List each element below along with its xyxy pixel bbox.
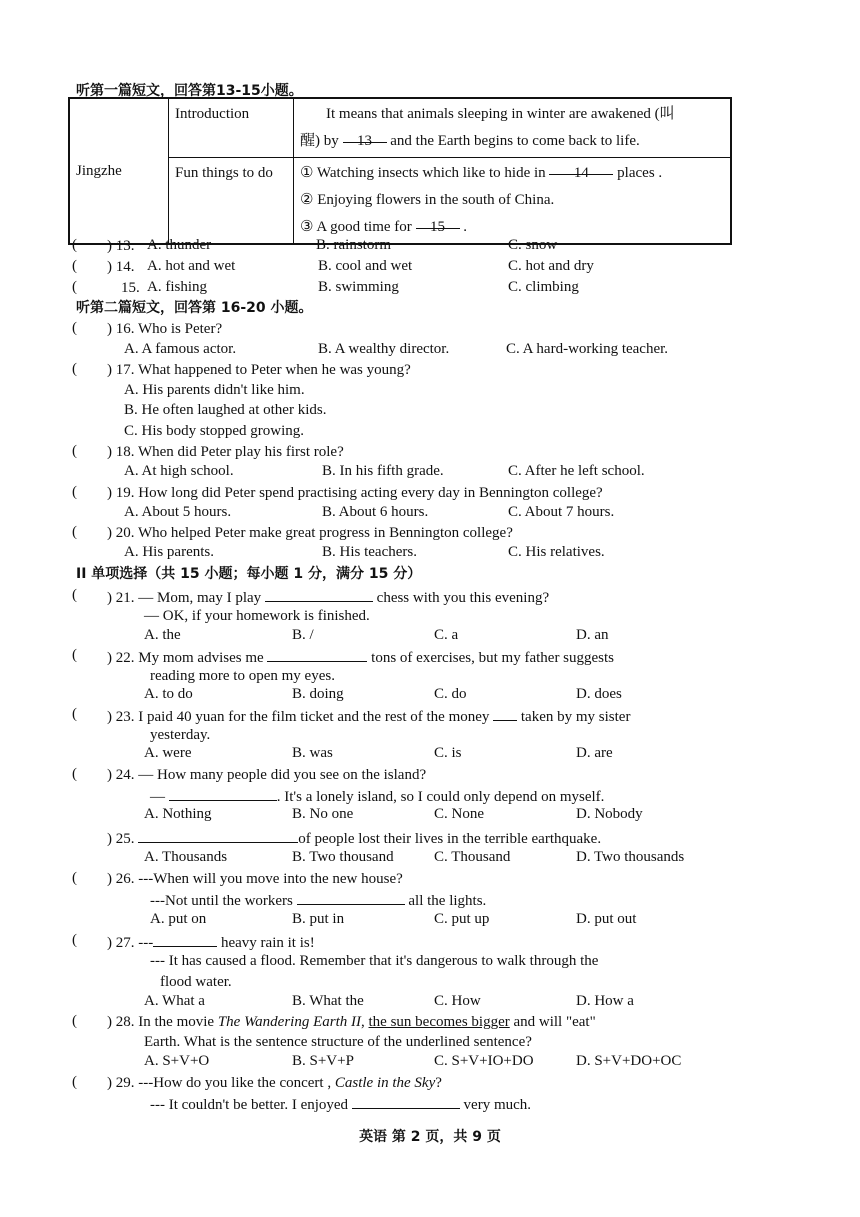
q16-stem: ) 16. Who is Peter? (107, 321, 223, 337)
q29-qmark: ? (435, 1075, 442, 1091)
answer-paren: ( (72, 1013, 77, 1029)
q21-option-b: B. / (292, 627, 314, 643)
q16-option-a: A. A famous actor. (124, 341, 237, 357)
answer-paren: ( (72, 647, 77, 663)
q27-line3: flood water. (160, 974, 232, 990)
q25-line1 (107, 828, 601, 849)
q22-stem: ) 22. My mom advises me (107, 650, 264, 666)
q26-stem: ) 26. ---When will you move into the new house? (107, 871, 403, 887)
q17-stem: ) 17. What happened to Peter when he was young? (107, 362, 411, 378)
table-row2-label: Fun things to do (169, 158, 294, 245)
q27-option-c: C. How (434, 993, 481, 1009)
q21-option-a: A. the (144, 627, 181, 643)
q13-num: ) 13. (107, 238, 135, 254)
q13-option-a: A. thunder (147, 237, 212, 253)
section2-heading: 听第二篇短文，回答第 16-20 小题。 (76, 300, 313, 316)
q23-stem: ) 23. I paid 40 yuan for the film ticket and the rest of the money (107, 709, 490, 725)
q28-stem: ) 28. In the movie (107, 1014, 215, 1030)
q19-option-c: C. About 7 hours. (508, 504, 615, 520)
answer-paren: ( (72, 320, 77, 336)
q14-option-c: C. hot and dry (508, 258, 594, 274)
q24-option-c: C. None (434, 806, 484, 822)
q17-option-b: B. He often laughed at other kids. (124, 402, 327, 418)
q15-option-a: A. fishing (147, 279, 207, 295)
q19-option-b: B. About 6 hours. (322, 504, 429, 520)
q26-option-a: A. put on (150, 911, 207, 927)
q27-post: heavy rain it is! (220, 935, 315, 951)
q27-line1 (107, 932, 315, 953)
q24-option-a: A. Nothing (144, 806, 212, 822)
item1-pre: ① Watching insects which like to hide in (300, 165, 546, 181)
q28-option-d: D. S+V+DO+OC (576, 1053, 682, 1069)
q21-option-c: C. a (434, 627, 459, 643)
q13-option-b: B. rainstorm (316, 237, 391, 253)
q20-option-c: C. His relatives. (508, 544, 605, 560)
answer-paren: ( (72, 932, 77, 948)
q24-option-b: B. No one (292, 806, 354, 822)
q24-stem: ) 24. — How many people did you see on the island? (107, 767, 427, 783)
q21-blank (265, 587, 373, 602)
q23-option-c: C. is (434, 745, 462, 761)
q21-option-d: D. an (576, 627, 609, 643)
q23-blank (493, 706, 517, 721)
item3-pre: ③ A good time for (300, 219, 412, 235)
q22-option-d: D. does (576, 686, 622, 702)
answer-paren: ( (72, 524, 77, 540)
blank-14: 14 (549, 160, 613, 175)
q29-post: very much. (463, 1097, 532, 1113)
q18-option-b: B. In his fifth grade. (322, 463, 444, 479)
q27-option-b: B. What the (292, 993, 364, 1009)
answer-paren: ( (72, 1074, 77, 1090)
answer-paren: ( (72, 237, 77, 253)
q27-blank (153, 932, 217, 947)
section1-heading: 听第一篇短文，回答第13-15小题。 (76, 83, 303, 99)
table-row1-text (294, 98, 732, 158)
q15-option-b: B. swimming (318, 279, 399, 295)
q22-option-a: A. to do (144, 686, 193, 702)
item1 (300, 160, 724, 187)
q26-pre: ---Not until the workers (150, 893, 293, 909)
q24-option-d: D. Nobody (576, 806, 643, 822)
q24-line2 (150, 786, 604, 807)
q29-line1 (107, 1074, 442, 1093)
q29-concert-title: Castle in the Sky (334, 1075, 436, 1091)
q17-option-a: A. His parents didn't like him. (124, 382, 305, 398)
q25-post: of people lost their lives in the terrible earthquake. (298, 831, 602, 847)
row1-post: and the Earth begins to come back to life. (390, 133, 640, 149)
q22-line2: reading more to open my eyes. (150, 668, 335, 684)
q21-line2: — OK, if your homework is finished. (144, 608, 370, 624)
jingzhe-table (68, 97, 732, 245)
q20-stem: ) 20. Who helped Peter make great progress in Bennington college? (107, 525, 513, 541)
q27-line2: --- It has caused a flood. Remember that it's dangerous to walk through the (150, 953, 599, 969)
row1-line-b (300, 128, 724, 155)
q29-line2 (150, 1094, 531, 1115)
answer-paren: ( (72, 279, 77, 295)
q22-option-c: C. do (434, 686, 467, 702)
table-row2-items (294, 158, 732, 245)
q29-stem: ) 29. ---How do you like the concert , (107, 1075, 332, 1091)
q23-line1 (107, 706, 630, 727)
q25-option-a: A. Thousands (144, 849, 228, 865)
q16-option-b: B. A wealthy director. (318, 341, 450, 357)
q27-option-a: A. What a (144, 993, 205, 1009)
q29-pre: --- It couldn't be better. I enjoyed (150, 1097, 349, 1113)
q22-blank (267, 647, 367, 662)
q26-blank (297, 890, 405, 905)
q19-option-a: A. About 5 hours. (124, 504, 232, 520)
q21-post: chess with you this evening? (376, 590, 550, 606)
q22-post: tons of exercises, but my father suggests (371, 650, 615, 666)
answer-paren: ( (72, 484, 77, 500)
answer-paren: ( (72, 587, 77, 603)
item3-post: . (463, 219, 468, 235)
q28-option-a: A. S+V+O (144, 1053, 210, 1069)
q28-line1 (107, 1013, 596, 1032)
q23-line2: yesterday. (150, 727, 211, 743)
q25-option-c: C. Thousand (434, 849, 511, 865)
q23-post: taken by my sister (520, 709, 631, 725)
q20-option-a: A. His parents. (124, 544, 214, 560)
q20-option-b: B. His teachers. (322, 544, 417, 560)
q21-stem: ) 21. — Mom, may I play (107, 590, 262, 606)
q24-post: . It's a lonely island, so I could only depend on myself. (276, 789, 605, 805)
q28-comma: , (361, 1014, 365, 1030)
q24-dash: — (150, 789, 165, 805)
blank-15: 15 (416, 214, 460, 229)
answer-paren: ( (72, 258, 77, 274)
q28-line2: Earth. What is the sentence structure of the underlined sentence? (144, 1034, 532, 1050)
q14-option-b: B. cool and wet (318, 258, 413, 274)
q13-option-c: C. snow (508, 237, 558, 253)
q15-option-c: C. climbing (508, 279, 579, 295)
q22-line1 (107, 647, 614, 668)
row1-pre: 醒) by (300, 133, 339, 149)
table-row1-label: Introduction (169, 98, 294, 158)
q27-option-d: D. How a (576, 993, 634, 1009)
answer-paren: ( (72, 706, 77, 722)
section3-heading: II 单项选择（共 15 小题；每小题 1 分，满分 15 分） (76, 566, 422, 582)
q23-option-a: A. were (144, 745, 192, 761)
q19-stem: ) 19. How long did Peter spend practising acting every day in Bennington college? (107, 485, 603, 501)
q14-num: ) 14. (107, 259, 135, 275)
q28-option-b: B. S+V+P (292, 1053, 354, 1069)
item2: ② Enjoying flowers in the south of China. (300, 192, 555, 208)
q25-blank (138, 828, 298, 843)
q25-option-d: D. Two thousands (576, 849, 685, 865)
q23-option-d: D. are (576, 745, 613, 761)
q26-line2 (150, 890, 486, 911)
answer-paren: ( (72, 361, 77, 377)
q22-option-b: B. doing (292, 686, 344, 702)
q26-post: all the lights. (408, 893, 487, 909)
q16-option-c: C. A hard-working teacher. (506, 341, 669, 357)
q14-option-a: A. hot and wet (147, 258, 236, 274)
q18-option-a: A. At high school. (124, 463, 234, 479)
blank-13: 13 (343, 128, 387, 143)
answer-paren: ( (72, 870, 77, 886)
item1-post: places . (617, 165, 663, 181)
q29-blank (352, 1094, 460, 1109)
table-topic: Jingzhe (69, 98, 169, 244)
q28-post: and will "eat" (513, 1014, 596, 1030)
q28-underlined-sentence: the sun becomes bigger (368, 1014, 510, 1030)
q28-movie-title: The Wandering Earth II (217, 1014, 362, 1030)
q17-option-c: C. His body stopped growing. (124, 423, 304, 439)
page-footer: 英语 第 2 页，共 9 页 (359, 1129, 501, 1145)
q23-option-b: B. was (292, 745, 333, 761)
q24-blank (169, 786, 277, 801)
q26-option-d: D. put out (576, 911, 637, 927)
answer-paren: ( (72, 766, 77, 782)
q25-stem: ) 25. (107, 831, 135, 847)
row1-line-a: It means that animals sleeping in winter are awakened (叫 (326, 106, 675, 122)
q18-stem: ) 18. When did Peter play his first role? (107, 444, 344, 460)
answer-paren: ( (72, 443, 77, 459)
q21-line1 (107, 587, 549, 608)
q28-option-c: C. S+V+IO+DO (434, 1053, 534, 1069)
q27-stem: ) 27. --- (107, 935, 154, 951)
q15-num: 15. (121, 280, 140, 296)
q25-option-b: B. Two thousand (292, 849, 394, 865)
q18-option-c: C. After he left school. (508, 463, 645, 479)
q26-option-b: B. put in (292, 911, 345, 927)
q26-option-c: C. put up (434, 911, 490, 927)
